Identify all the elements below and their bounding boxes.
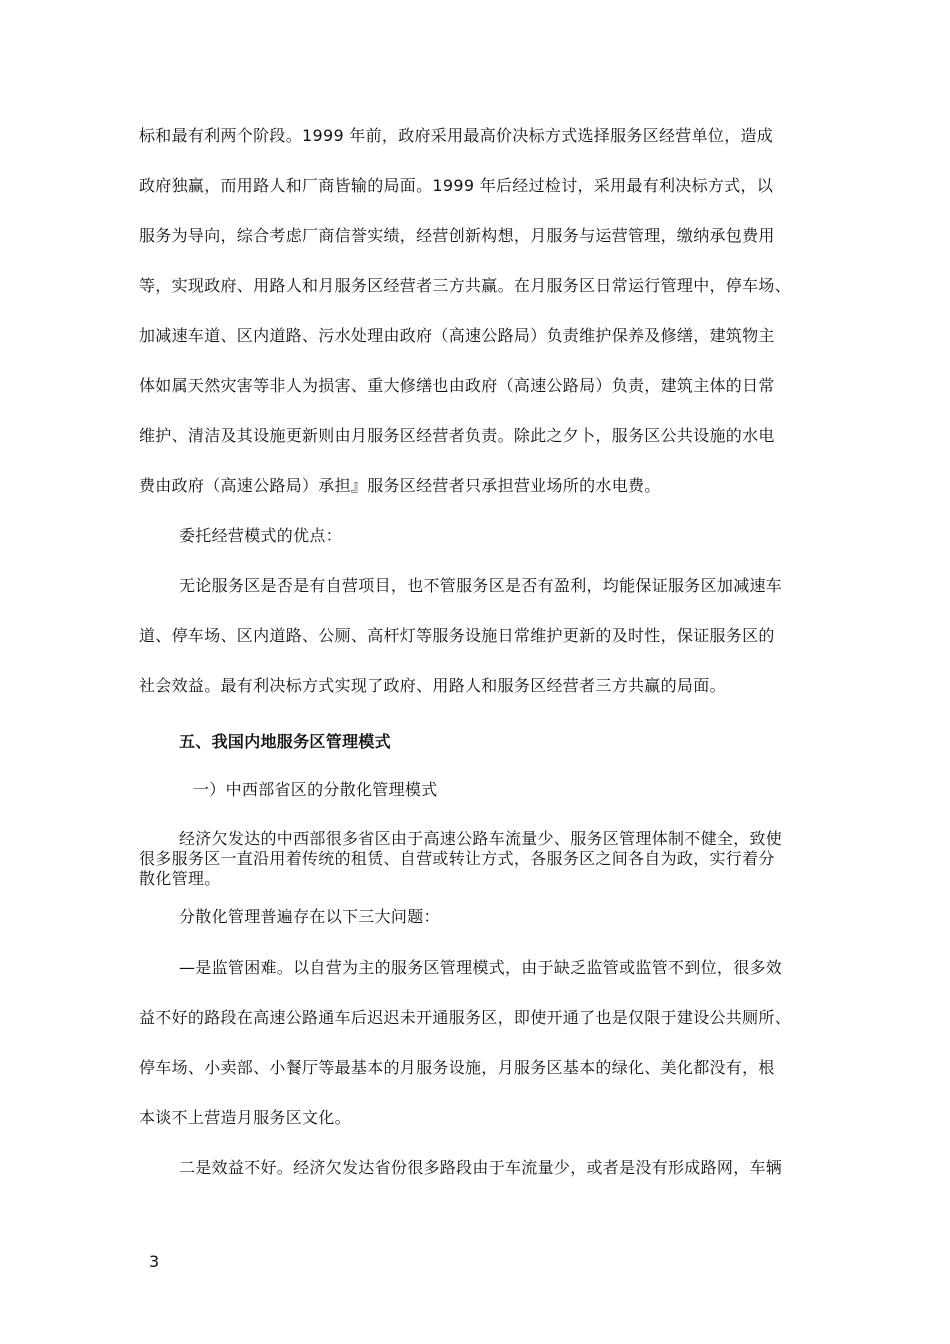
paragraph-line: 散化管理。 [139, 869, 221, 888]
paragraph-line: 益不好的路段在高速公路通车后迟迟未开通服务区，即使开通了也是仅限于建设公共厕所、 [139, 1008, 792, 1027]
paragraph-line: 社会效益。最有利决标方式实现了政府、用路人和服务区经营者三方共赢的局面。 [139, 676, 726, 695]
paragraph-line: 加减速车道、区内道路、污水处理由政府（高速公路局）负责维护保养及修缮，建筑物主 [139, 326, 775, 345]
paragraph-line: 经济欠发达的中西部很多省区由于高速公路车流量少、服务区管理体制不健全，致使 [179, 829, 783, 848]
paragraph-line: 服务为导向，综合考虑厂商信誉实绩，经营创新构想，月服务与运营管理，缴纳承包费用 [139, 226, 775, 245]
paragraph-line: 停车场、小卖部、小餐厅等最基本的月服务设施，月服务区基本的绿化、美化都没有，根 [139, 1058, 775, 1077]
paragraph-line: 费由政府（高速公路局）承担』服务区经营者只承担营业场所的水电费。 [139, 476, 661, 495]
problems-heading: 分散化管理普遍存在以下三大问题： [179, 907, 440, 926]
section-heading: 五、我国内地服务区管理模式 [179, 732, 391, 751]
subsection-heading: 一）中西部省区的分散化管理模式 [193, 780, 438, 799]
paragraph-line: 道、停车场、区内道路、公厕、高杆灯等服务设施日常维护更新的及时性，保证服务区的 [139, 626, 775, 645]
paragraph-line: 等，实现政府、用路人和月服务区经营者三方共赢。在月服务区日常运行管理中，停车场、 [139, 276, 792, 295]
paragraph-line: 二是效益不好。经济欠发达省份很多路段由于车流量少，或者是没有形成路网，车辆 [179, 1158, 783, 1177]
paragraph-line: 体如属天然灾害等非人为损害、重大修缮也由政府（高速公路局）负责，建筑主体的日常 [139, 376, 775, 395]
paragraph-line: 维护、清洁及其设施更新则由月服务区经营者负责。除此之夕卜，服务区公共设施的水电 [139, 426, 775, 445]
paragraph-line: 本谈不上营造月服务区文化。 [139, 1108, 351, 1127]
paragraph-line: —是监管困难。以自营为主的服务区管理模式，由于缺乏监管或监管不到位，很多效 [179, 958, 783, 977]
paragraph-line: 政府独赢，而用路人和厂商皆输的局面。1999 年后经过检讨，采用最有利决标方式，以 [139, 176, 774, 195]
paragraph-line: 标和最有利两个阶段。1999 年前，政府采用最高价决标方式选择服务区经营单位，造成 [139, 126, 774, 145]
advantages-heading: 委托经营模式的优点： [179, 526, 343, 545]
paragraph-line: 很多服务区一直沿用着传统的租赁、自营或转让方式，各服务区之间各自为政，实行着分 [139, 849, 775, 868]
page-number: 3 [149, 1252, 160, 1271]
paragraph-line: 无论服务区是否是有自营项目，也不管服务区是否有盈利，均能保证服务区加减速车 [179, 576, 783, 595]
